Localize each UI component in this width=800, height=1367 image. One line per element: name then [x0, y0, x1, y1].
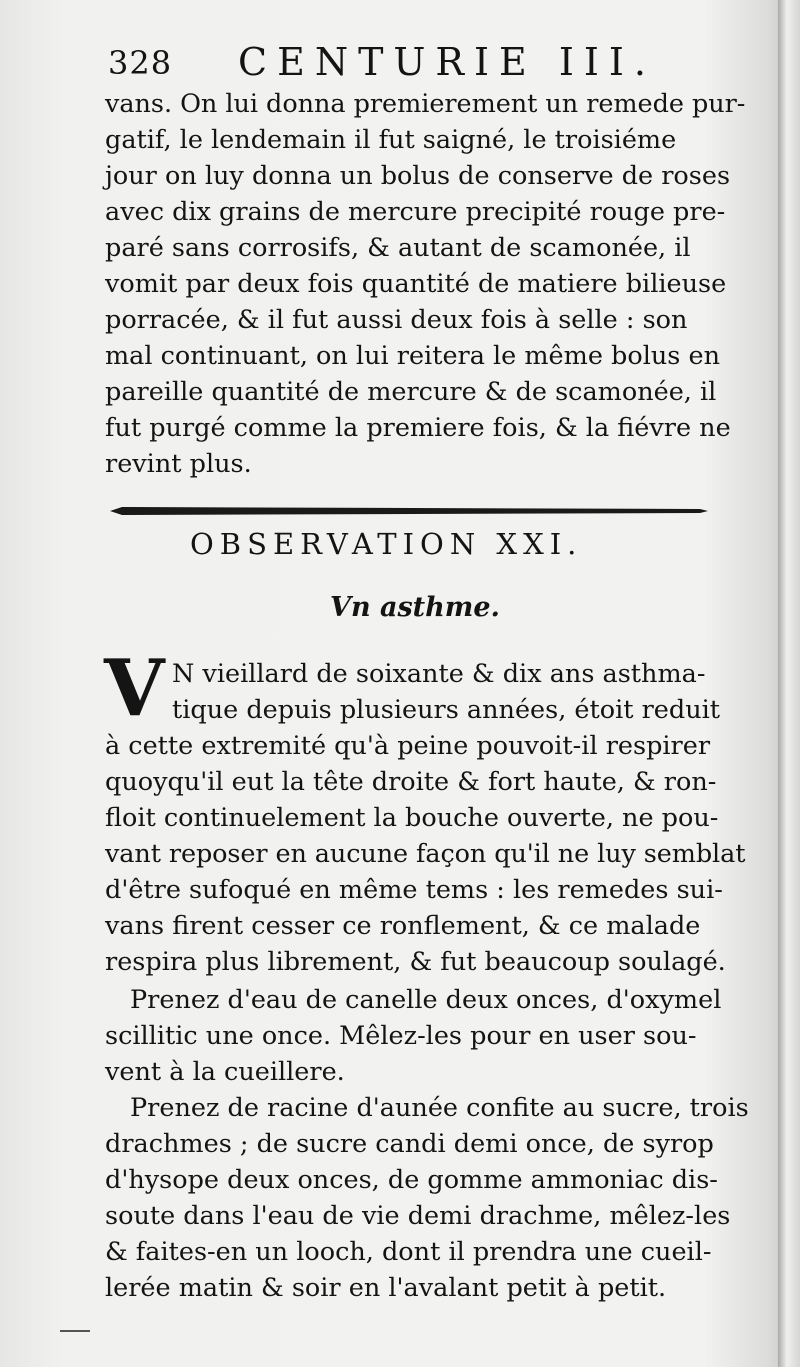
text-line: vant reposer en aucune façon qu'il ne luy semblat [105, 839, 746, 869]
text-line: Prenez de racine d'aunée confite au sucre, trois [130, 1093, 749, 1123]
text-line: N vieillard de soixante & dix ans asthma- [172, 659, 706, 689]
text-line: Prenez d'eau de canelle deux onces, d'oxymel [130, 985, 722, 1015]
observation-title: OBSERVATION XXI. [190, 527, 583, 561]
text-line: & faites-en un looch, dont il prendra une cueil- [105, 1237, 712, 1267]
text-line: floit continuelement la bouche ouverte, ne pou- [105, 803, 719, 833]
text-line: vomit par deux fois quantité de matiere bilieuse [105, 269, 727, 299]
text-line: respira plus librement, & fut beaucoup soulagé. [105, 947, 726, 977]
page-header [108, 40, 698, 88]
text-line: paré sans corrosifs, & autant de scamonée, il [105, 233, 691, 263]
text-line: d'hysope deux onces, de gomme ammoniac dis- [105, 1165, 718, 1195]
text-line: porracée, & il fut aussi deux fois à selle : son [105, 305, 688, 335]
text-line: quoyqu'il eut la tête droite & fort haute, & ron- [105, 767, 717, 797]
text-line: soute dans l'eau de vie demi drachme, mêlez-les [105, 1201, 731, 1231]
text-line: pareille quantité de mercure & de scamonée, il [105, 377, 717, 407]
text-line: vans. On lui donna premierement un remede pur- [105, 89, 746, 119]
text-line: revint plus. [105, 449, 252, 479]
running-head: CENTURIE III. [238, 40, 656, 84]
text-line: fut purgé comme la premiere fois, & la fiévre ne [105, 413, 731, 443]
text-line: vans firent cesser ce ronflement, & ce malade [105, 911, 701, 941]
text-line: drachmes ; de sucre candi demi once, de syrop [105, 1129, 714, 1159]
text-line: lerée matin & soir en l'avalant petit à petit. [105, 1273, 667, 1303]
text-line: jour on luy donna un bolus de conserve de roses [105, 161, 731, 191]
page-number: 328 [108, 44, 173, 82]
text-line: mal continuant, on lui reitera le même bolus en [105, 341, 720, 371]
drop-cap: V [104, 643, 165, 734]
text-line: d'être sufoqué en même tems : les remedes sui- [105, 875, 723, 905]
text-line: tique depuis plusieurs années, étoit reduit [172, 695, 721, 725]
text-line: gatif, le lendemain il fut saigné, le troisiéme [105, 125, 677, 155]
text-line: avec dix grains de mercure precipité rouge pre- [105, 197, 726, 227]
text-line: vent à la cueillere. [105, 1057, 345, 1087]
page-gutter [778, 0, 800, 1367]
text-line: scillitic une once. Mêlez-les pour en user sou- [105, 1021, 697, 1051]
print-mark [60, 1330, 90, 1332]
observation-subtitle: Vn asthme. [330, 592, 500, 623]
text-line: à cette extremité qu'à peine pouvoit-il respirer [105, 731, 711, 761]
section-divider [110, 505, 708, 517]
